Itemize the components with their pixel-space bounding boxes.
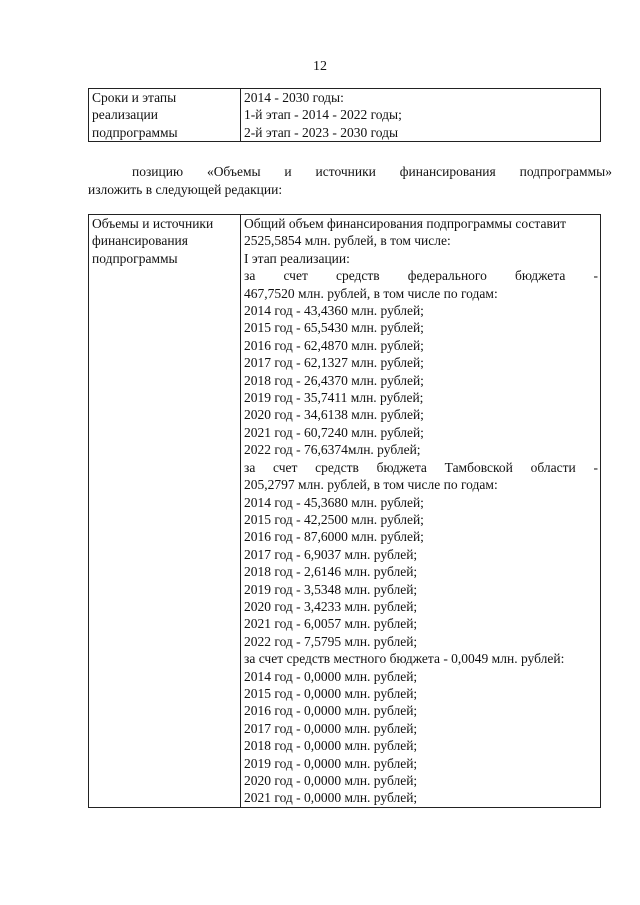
regional-header-word: за <box>244 459 256 475</box>
intro-word: финансирования <box>399 164 496 179</box>
funding-value-cell <box>241 215 601 808</box>
federal-header-word: бюджета <box>514 268 566 284</box>
intro-paragraph <box>88 163 612 199</box>
intro-line-1 <box>88 163 612 181</box>
terms-table <box>88 88 601 142</box>
terms-label-line: подпрограммы <box>92 124 178 140</box>
intro-line-2: изложить в следующей редакции: <box>88 182 283 197</box>
terms-label-line: реализации <box>92 107 158 123</box>
federal-year-line: 2022 год - 76,6374млн. рублей; <box>244 442 421 458</box>
federal-year-line: 2018 год - 26,4370 млн. рублей; <box>244 372 424 388</box>
table-row <box>89 215 601 808</box>
intro-word: «Объемы <box>206 164 261 179</box>
federal-header-line-2: 467,7520 млн. рублей, в том числе по годам: <box>244 285 498 301</box>
terms-label-cell <box>89 89 241 142</box>
local-year-line: 2017 год - 0,0000 млн. рублей; <box>244 720 418 736</box>
federal-year-line: 2016 год - 62,4870 млн. рублей; <box>244 337 424 353</box>
regional-year-line: 2022 год - 7,5795 млн. рублей; <box>244 633 418 649</box>
local-year-line: 2018 год - 0,0000 млн. рублей; <box>244 738 418 754</box>
intro-word: позицию <box>132 164 184 179</box>
regional-header-word: счет <box>273 459 298 475</box>
federal-year-line: 2019 год - 35,7411 млн. рублей; <box>244 390 424 406</box>
regional-year-line: 2014 год - 45,3680 млн. рублей; <box>244 494 424 510</box>
terms-value-cell <box>241 89 601 142</box>
regional-year-line: 2020 год - 3,4233 млн. рублей; <box>244 598 418 614</box>
local-year-line: 2015 год - 0,0000 млн. рублей; <box>244 685 418 701</box>
regional-header-word: средств <box>315 459 359 475</box>
regional-year-line: 2015 год - 42,2500 млн. рублей; <box>244 511 424 527</box>
intro-word: и <box>284 164 292 179</box>
regional-header-word: - <box>593 459 598 475</box>
local-year-line: 2014 год - 0,0000 млн. рублей; <box>244 668 418 684</box>
funding-label-line: финансирования <box>92 233 188 249</box>
regional-header-word: бюджета <box>376 459 427 475</box>
terms-label-line: Сроки и этапы <box>92 90 177 105</box>
funding-total-line: 2525,5854 млн. рублей, в том числе: <box>244 233 451 249</box>
terms-value-line: 2014 - 2030 годы: <box>244 90 344 105</box>
local-year-line: 2020 год - 0,0000 млн. рублей; <box>244 773 418 788</box>
terms-value-line: 1-й этап - 2014 - 2022 годы; <box>244 107 402 123</box>
regional-year-line: 2017 год - 6,9037 млн. рублей; <box>244 546 418 562</box>
terms-value-line: 2-й этап - 2023 - 2030 годы <box>244 124 399 140</box>
federal-year-line: 2014 год - 43,4360 млн. рублей; <box>244 303 424 319</box>
federal-year-line: 2020 год - 34,6138 млн. рублей; <box>244 407 424 423</box>
funding-stage: I этап реализации: <box>244 250 350 266</box>
local-header: за счет средств местного бюджета - 0,0049 млн. рублей: <box>244 651 565 667</box>
page-number: 12 <box>313 59 327 74</box>
regional-header-word: области <box>530 459 576 475</box>
funding-table <box>88 214 601 808</box>
table-row <box>89 89 601 142</box>
regional-year-line: 2018 год - 2,6146 млн. рублей; <box>244 564 418 580</box>
funding-label-cell <box>89 215 241 808</box>
regional-year-line: 2021 год - 6,0057 млн. рублей; <box>244 616 418 632</box>
local-year-line: 2019 год - 0,0000 млн. рублей; <box>244 755 418 771</box>
federal-year-line: 2021 год - 60,7240 млн. рублей; <box>244 424 424 440</box>
funding-label-line: Объемы и источники <box>92 216 214 231</box>
local-year-line: 2016 год - 0,0000 млн. рублей; <box>244 703 418 719</box>
federal-header-word: средств <box>335 268 380 284</box>
regional-year-line: 2016 год - 87,6000 млн. рублей; <box>244 529 424 545</box>
federal-year-line: 2017 год - 62,1327 млн. рублей; <box>244 355 424 371</box>
federal-header-word: - <box>593 268 598 284</box>
regional-year-line: 2019 год - 3,5348 млн. рублей; <box>244 581 418 597</box>
federal-header-word: за <box>244 268 256 284</box>
federal-year-line: 2015 год - 65,5430 млн. рублей; <box>244 320 424 336</box>
regional-header-word: Тамбовской <box>444 459 513 475</box>
funding-label-line: подпрограммы <box>92 250 178 266</box>
federal-header-word: федерального <box>407 268 487 284</box>
regional-header-line-2: 205,2797 млн. рублей, в том числе по годам: <box>244 477 498 493</box>
regional-header <box>244 459 598 476</box>
local-year-line: 2021 год - 0,0000 млн. рублей; <box>244 790 418 806</box>
funding-total-line: Общий объем финансирования подпрограммы составит <box>244 216 566 231</box>
intro-word: источники <box>315 164 376 179</box>
federal-header-word: счет <box>283 268 308 284</box>
intro-word: подпрограммы» <box>519 164 612 179</box>
federal-header <box>244 267 598 284</box>
